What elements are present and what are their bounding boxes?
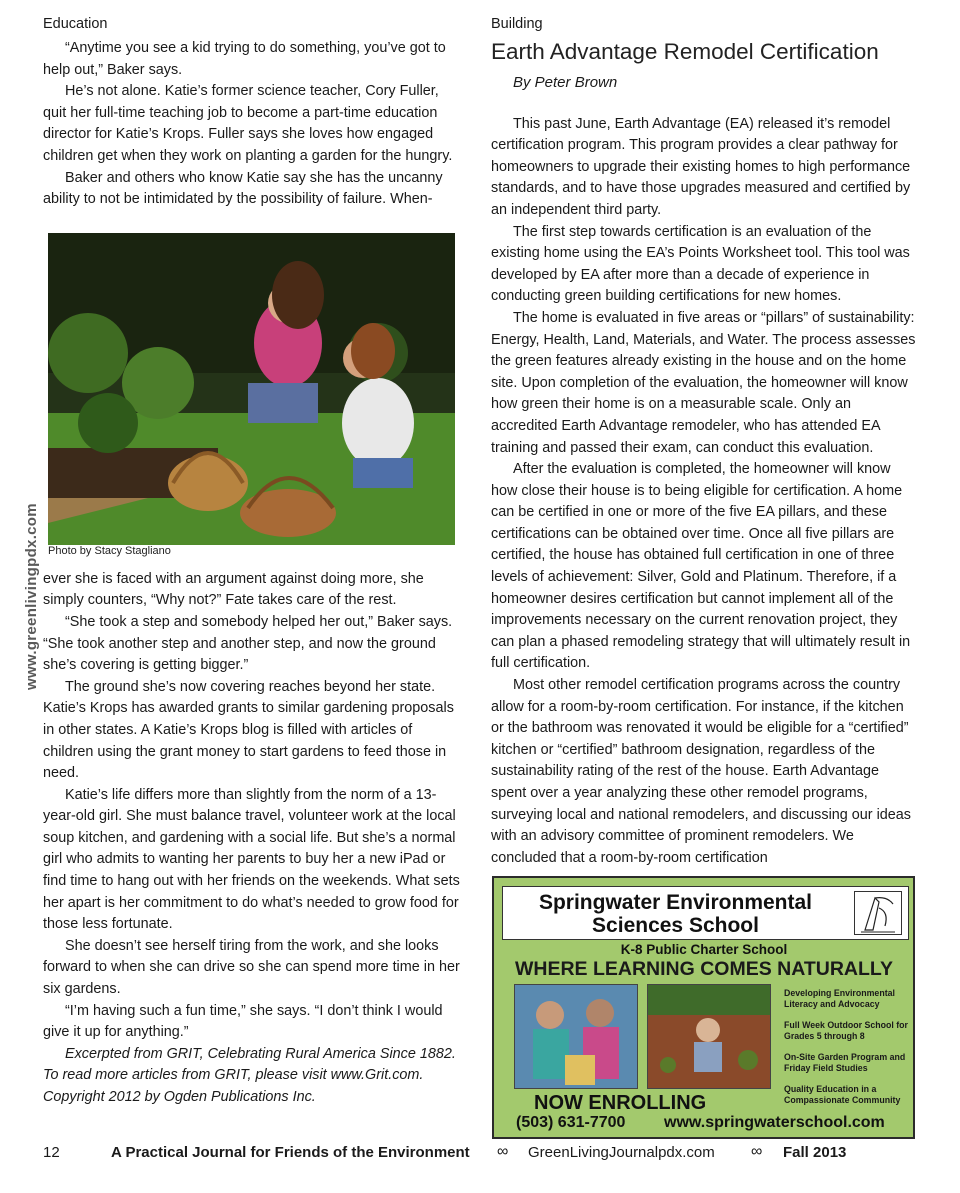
issue-label: Fall 2013 <box>783 1144 847 1161</box>
garden-photo-illustration <box>48 233 455 545</box>
left-paragraphs-top <box>43 38 463 211</box>
heron-logo-icon <box>854 891 902 935</box>
paragraph: This past June, Earth Advantage (EA) released it’s remodel certification program. This program provides a clear pathway for homeowners to upgrade their existing homes to high performance standards, and to have those upgrades measured and certified by an independent third party. <box>491 115 911 218</box>
ad-header-line1: Springwater Environmental <box>538 891 813 914</box>
side-url: www.greenlivingpdx.com <box>23 503 40 690</box>
paragraph: After the evaluation is completed, the homeowner will know how close their house is to being eligible for certification. A home can be certified in one or more of the five EA pillars, and these certifications can be obtained over time. Once all five pillars are certified, the house has obtained full certification in one of three levels of achievement: Silver, Gold and Platinum. Therefore, if a homeowner desires certification but cannot implement all of the improvements necessary on the current renovation project, they can plan a phased remodeling strategy that will ultimately result in full certification. <box>491 461 911 672</box>
paragraph: The first step towards certification is an evaluation of the existing home using the EA’s Points Worksheet tool. This tool was developed by EA after more than a decade of experience in conducting green building certifications for new homes. <box>491 223 910 305</box>
ad-tagline: WHERE LEARNING COMES NATURALLY <box>514 958 894 980</box>
ad-bullet: Full Week Outdoor School for Grades 5 through 8 <box>784 1020 908 1041</box>
ad-header-text <box>503 891 848 937</box>
photo-credit: Photo by Stacy Stagliano <box>48 545 171 557</box>
ad-subheader: K-8 Public Charter School <box>620 942 788 957</box>
article-title: Earth Advantage Remodel Certification <box>491 39 879 64</box>
section-label-education: Education <box>43 16 108 32</box>
ad-header <box>502 886 909 940</box>
paragraph: Katie’s life differs more than slightly from the norm of a 13-year-old girl. She must balance travel, volunteer work at the local soup kitchen, and gardening with a social life. But she’s a normal girl who admits to wanting her parents to buy her a new iPad or find time to hang out with her friends on the weekends. What sets her apart is her commitment to do what’s needed to grow food for those less fortunate. <box>43 786 460 933</box>
ad-enrolling: NOW ENROLLING <box>534 1092 707 1114</box>
paragraph: Most other remodel certification programs across the country allow for a room-by-room certification. For instance, if the kitchen or the bathroom was renovated it would be eligible for a “certified” kitchen or “certified” bathroom designation, regardless of the sustainability rating of the rest of the house. Earth Advantage spent over a year analyzing these other remodel programs, surveying local and national remodelers, and discussing our ideas with an advisory committee of prominent remodelers. We concluded that a room-by-room certification <box>491 677 911 866</box>
paragraph: ever she is faced with an argument against doing more, she simply counters, “Why not?” Fate takes care of the rest. <box>43 570 424 609</box>
paragraph: He’s not alone. Katie’s former science teacher, Cory Fuller, quit her full-time teaching job to become a part-time education director for Katie’s Krops. Fuller says she loves how engaged children get when they work on planting a garden for the hungry. <box>43 83 453 164</box>
ad-website-link[interactable]: www.springwaterschool.com <box>664 1114 885 1131</box>
page-footer <box>43 1144 923 1166</box>
page-number: 12 <box>43 1144 60 1161</box>
swirl-ornament-icon: ∞ <box>751 1143 763 1160</box>
left-column <box>43 16 463 1109</box>
paragraph: Baker and others who know Katie say she has the uncanny ability to not be intimidated by the possibility of failure. When- <box>43 169 443 208</box>
ad-bullet: Quality Education in a Compassionate Community <box>784 1084 901 1105</box>
footer-site-link[interactable]: GreenLivingJournalpdx.com <box>528 1144 715 1161</box>
ad-photo-students <box>514 984 638 1089</box>
journal-tagline: A Practical Journal for Friends of the Environment <box>111 1144 470 1161</box>
excerpt-note: Excerpted from GRIT, Celebrating Rural America Since 1882. To read more articles from GRIT, please visit www.Grit.com. Copyright 2012 by Ogden Publications Inc. <box>43 1045 456 1105</box>
springwater-ad[interactable] <box>492 876 915 1139</box>
ad-phone[interactable]: (503) 631-7700 <box>516 1114 626 1131</box>
ad-bullet: Developing Environmental Literacy and Advocacy <box>784 988 895 1009</box>
ad-header-line2: Sciences School <box>592 914 759 937</box>
ad-bullet: On-Site Garden Program and Friday Field Studies <box>784 1052 906 1073</box>
paragraph: The home is evaluated in five areas or “pillars” of sustainability: Energy, Health, Land, Materials, and Water. The process assesses the green features already existing in the house and on the home site. Upon completion of the evaluation, the homeowner will know how green their home is on a measurable scale. Only an accredited Earth Advantage remodeler, who has attended EA training and passed their exam, can conduct this evaluation. <box>491 309 916 456</box>
section-label-building: Building <box>491 16 543 32</box>
left-paragraphs-bottom <box>43 569 463 1109</box>
swirl-ornament-icon: ∞ <box>497 1143 509 1160</box>
paragraph: She doesn’t see herself tiring from the work, and she looks forward to when she can drive so she can spend more time in her six gardens. <box>43 937 460 998</box>
byline: By Peter Brown <box>513 74 618 91</box>
right-column <box>491 16 916 869</box>
paragraph: The ground she’s now covering reaches beyond her state. Katie’s Krops has awarded grants to similar gardening proposals in other states. A Katie’s Krops blog is filled with articles of children using the grant money to start gardens to feed those in need. <box>43 678 454 782</box>
paragraph: “She took a step and somebody helped her out,” Baker says. “She took another step and another step, and now the ground she’s covering is getting bigger.” <box>43 613 453 674</box>
garden-photo <box>48 233 455 545</box>
paragraph: “I’m having such a fun time,” she says. “I don’t think I would give it up for anything.” <box>43 1002 443 1041</box>
ad-photo-garden <box>647 984 771 1089</box>
paragraph: “Anytime you see a kid trying to do something, you’ve got to help out,” Baker says. <box>43 40 446 78</box>
